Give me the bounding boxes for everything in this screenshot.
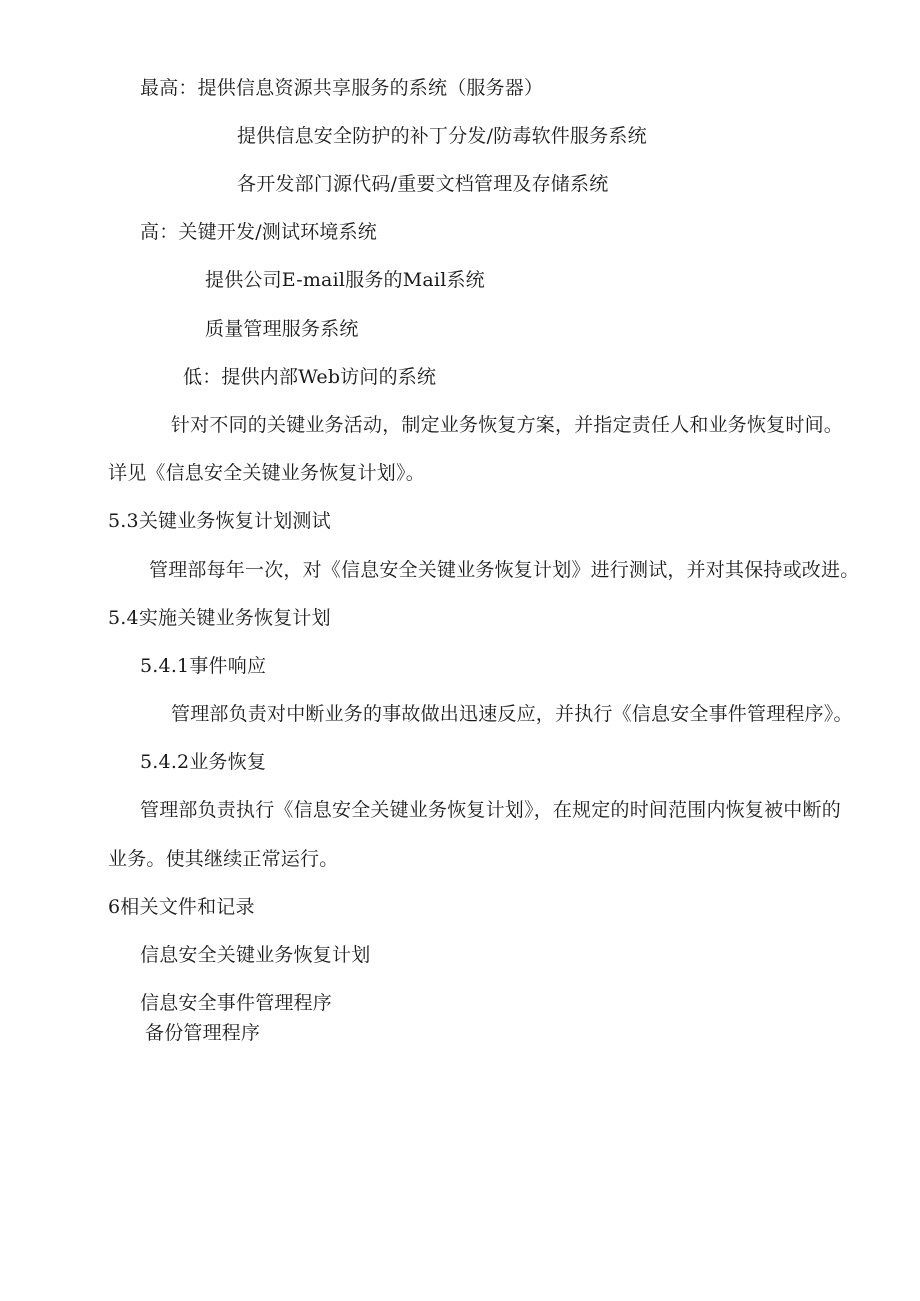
priority-highest-item: 提供信息安全防护的补丁分发/防毒软件服务系统 [237, 125, 647, 147]
section-5-4-heading: 5.4实施关键业务恢复计划 [108, 607, 331, 629]
section-5-4-1-body: 管理部负责对中断业务的事故做出迅速反应，并执行《信息安全事件管理程序》。 [171, 703, 853, 725]
section-5-4-1-heading: 5.4.1事件响应 [140, 655, 267, 677]
priority-high-item: 质量管理服务系统 [205, 318, 359, 340]
plan-paragraph-line: 详见《信息安全关键业务恢复计划》。 [108, 462, 425, 484]
section-5-4-2-body-line: 业务。使其继续正常运行。 [108, 848, 339, 870]
priority-highest-item: 各开发部门源代码/重要文档管理及存储系统 [237, 173, 609, 195]
related-document-item: 信息安全关键业务恢复计划 [140, 944, 371, 966]
section-5-3-body: 管理部每年一次，对《信息安全关键业务恢复计划》进行测试，并对其保持或改进。 [149, 559, 860, 581]
section-5-3-heading: 5.3关键业务恢复计划测试 [108, 510, 331, 532]
related-document-item: 信息安全事件管理程序 [140, 992, 333, 1014]
plan-paragraph-line: 针对不同的关键业务活动，制定业务恢复方案，并指定责任人和业务恢复时间。 [171, 414, 844, 436]
priority-highest-label: 最高：提供信息资源共享服务的系统（服务器） [140, 77, 544, 99]
section-6-heading: 6相关文件和记录 [108, 896, 255, 918]
section-5-4-2-heading: 5.4.2业务恢复 [140, 751, 267, 773]
priority-high-label: 高：关键开发/测试环境系统 [140, 221, 378, 243]
priority-high-item: 提供公司E-mail服务的Mail系统 [205, 269, 485, 291]
section-5-4-2-body-line: 管理部负责执行《信息安全关键业务恢复计划》，在规定的时间范围内恢复被中断的 [140, 799, 841, 821]
related-document-item: 备份管理程序 [145, 1022, 261, 1044]
priority-low-label: 低：提供内部Web访问的系统 [183, 366, 437, 388]
